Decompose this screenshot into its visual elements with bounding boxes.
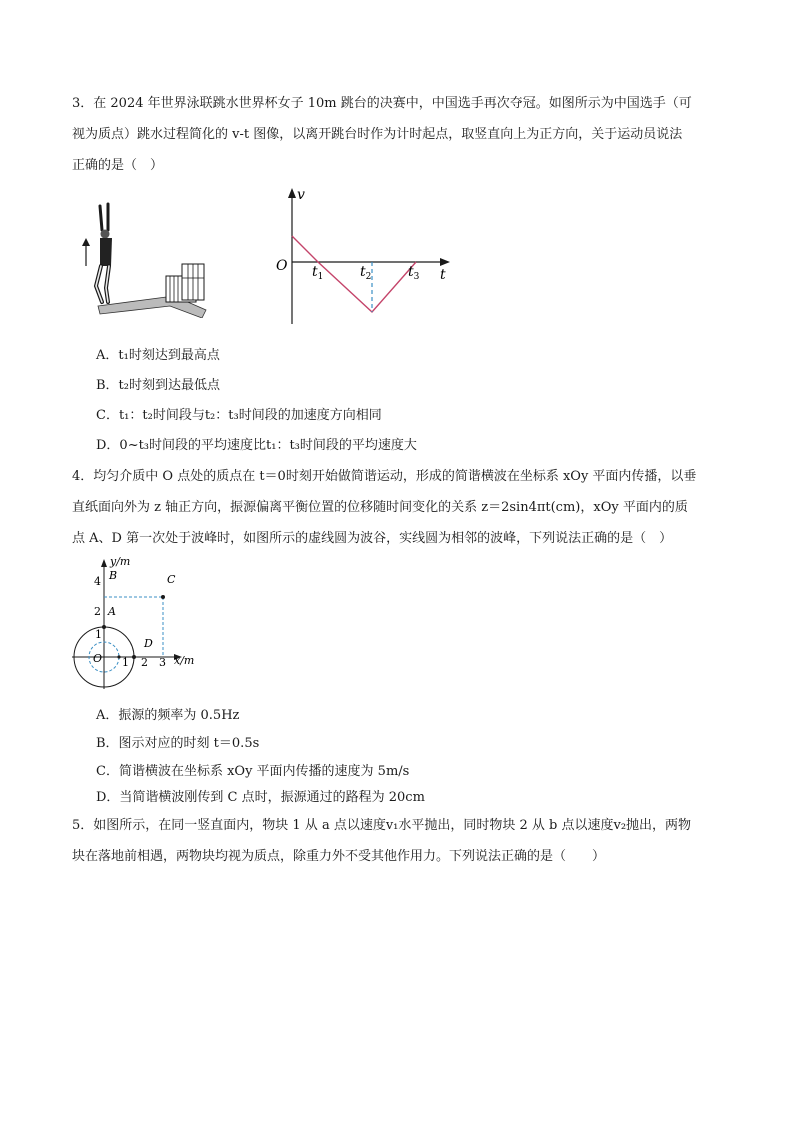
question-4-line-3: 点 A、D 第一次处于波峰时，如图所示的虚线圆为波谷，实线圆为相邻的波峰，下列说法正确的是（ ） bbox=[72, 531, 673, 546]
t2-label: $t_2$ bbox=[360, 264, 372, 282]
q4-option-a[interactable]: A．振源的频率为 0.5Hz bbox=[96, 708, 240, 723]
t3-label: $t_3$ bbox=[408, 264, 420, 282]
wave-coordinate-figure bbox=[70, 553, 210, 693]
question-3-line-1: 3．在 2024 年世界泳联跳水世界杯女子 10m 跳台的决赛中，中国选手再次夺冠。如图所示为中国选手（可 bbox=[72, 96, 692, 111]
tick-x3: 3 bbox=[159, 656, 166, 669]
y-axis-label: y/m bbox=[110, 555, 131, 568]
tick-y4: 4 bbox=[94, 575, 101, 588]
q4-option-c[interactable]: C．简谐横波在坐标系 xOy 平面内传播的速度为 5m/s bbox=[96, 764, 410, 779]
q3-option-d[interactable]: D．0~t₃时间段的平均速度比t₁：t₃时间段的平均速度大 bbox=[96, 438, 417, 453]
question-4-stem bbox=[72, 461, 732, 554]
question-5-stem bbox=[72, 810, 732, 872]
point-c bbox=[161, 595, 165, 599]
tick-x2: 2 bbox=[141, 656, 148, 669]
q4-option-d[interactable]: D．当简谐横波刚传到 C 点时，振源通过的路程为 20cm bbox=[96, 790, 425, 805]
label-a: A bbox=[108, 605, 116, 618]
label-b: B bbox=[109, 569, 118, 582]
q4-option-b[interactable]: B．图示对应的时刻 t＝0.5s bbox=[96, 736, 260, 751]
question-3-stem bbox=[72, 88, 732, 181]
diver-illustration bbox=[78, 198, 208, 318]
v-t-graph bbox=[270, 184, 460, 329]
point-1x bbox=[117, 655, 120, 658]
point-d bbox=[132, 655, 136, 659]
question-5-line-2: 块在落地前相遇，两物块均视为质点，除重力外不受其他作用力。下列说法正确的是（ ） bbox=[72, 849, 606, 864]
q3-option-c[interactable]: C．t₁：t₂时间段与t₂：t₃时间段的加速度方向相同 bbox=[96, 408, 382, 423]
q3-option-b[interactable]: B．t₂时刻到达最低点 bbox=[96, 378, 220, 393]
tick-y1: 1 bbox=[95, 628, 102, 641]
point-a bbox=[102, 625, 106, 629]
q3-option-a[interactable]: A．t₁时刻达到最高点 bbox=[96, 348, 220, 363]
velocity-line bbox=[292, 236, 416, 312]
tick-x1: 1 bbox=[122, 656, 129, 669]
question-3-line-2: 视为质点）跳水过程简化的 v-t 图像，以离开跳台时作为计时起点，取竖直向上为正方向，关于运动员说法 bbox=[72, 127, 683, 142]
label-d: D bbox=[144, 637, 153, 650]
t1-label: $t_1$ bbox=[312, 264, 324, 282]
label-c: C bbox=[167, 573, 176, 586]
t-axis-label: t bbox=[440, 267, 446, 283]
question-5-line-1: 5．如图所示，在同一竖直面内，物块 1 从 a 点以速度v₁水平抛出，同时物块 2 从 b 点以速度v₂抛出，两物 bbox=[72, 818, 692, 833]
x-axis-label: x/m bbox=[174, 654, 195, 667]
question-3-line-3: 正确的是（ ） bbox=[72, 158, 164, 173]
tick-y2: 2 bbox=[94, 605, 101, 618]
origin-label: O bbox=[93, 652, 103, 665]
origin-label: O bbox=[276, 258, 288, 274]
question-4-line-2: 直纸面向外为 z 轴正方向，振源偏离平衡位置的位移随时间变化的关系 z＝2sin4πt(cm)，xOy 平面内的质 bbox=[72, 500, 688, 515]
v-axis-label: v bbox=[297, 187, 305, 203]
question-4-line-1: 4．均匀介质中 O 点处的质点在 t＝0时刻开始做简谐运动，形成的简谐横波在坐标系 xOy 平面内传播，以垂 bbox=[72, 469, 697, 484]
